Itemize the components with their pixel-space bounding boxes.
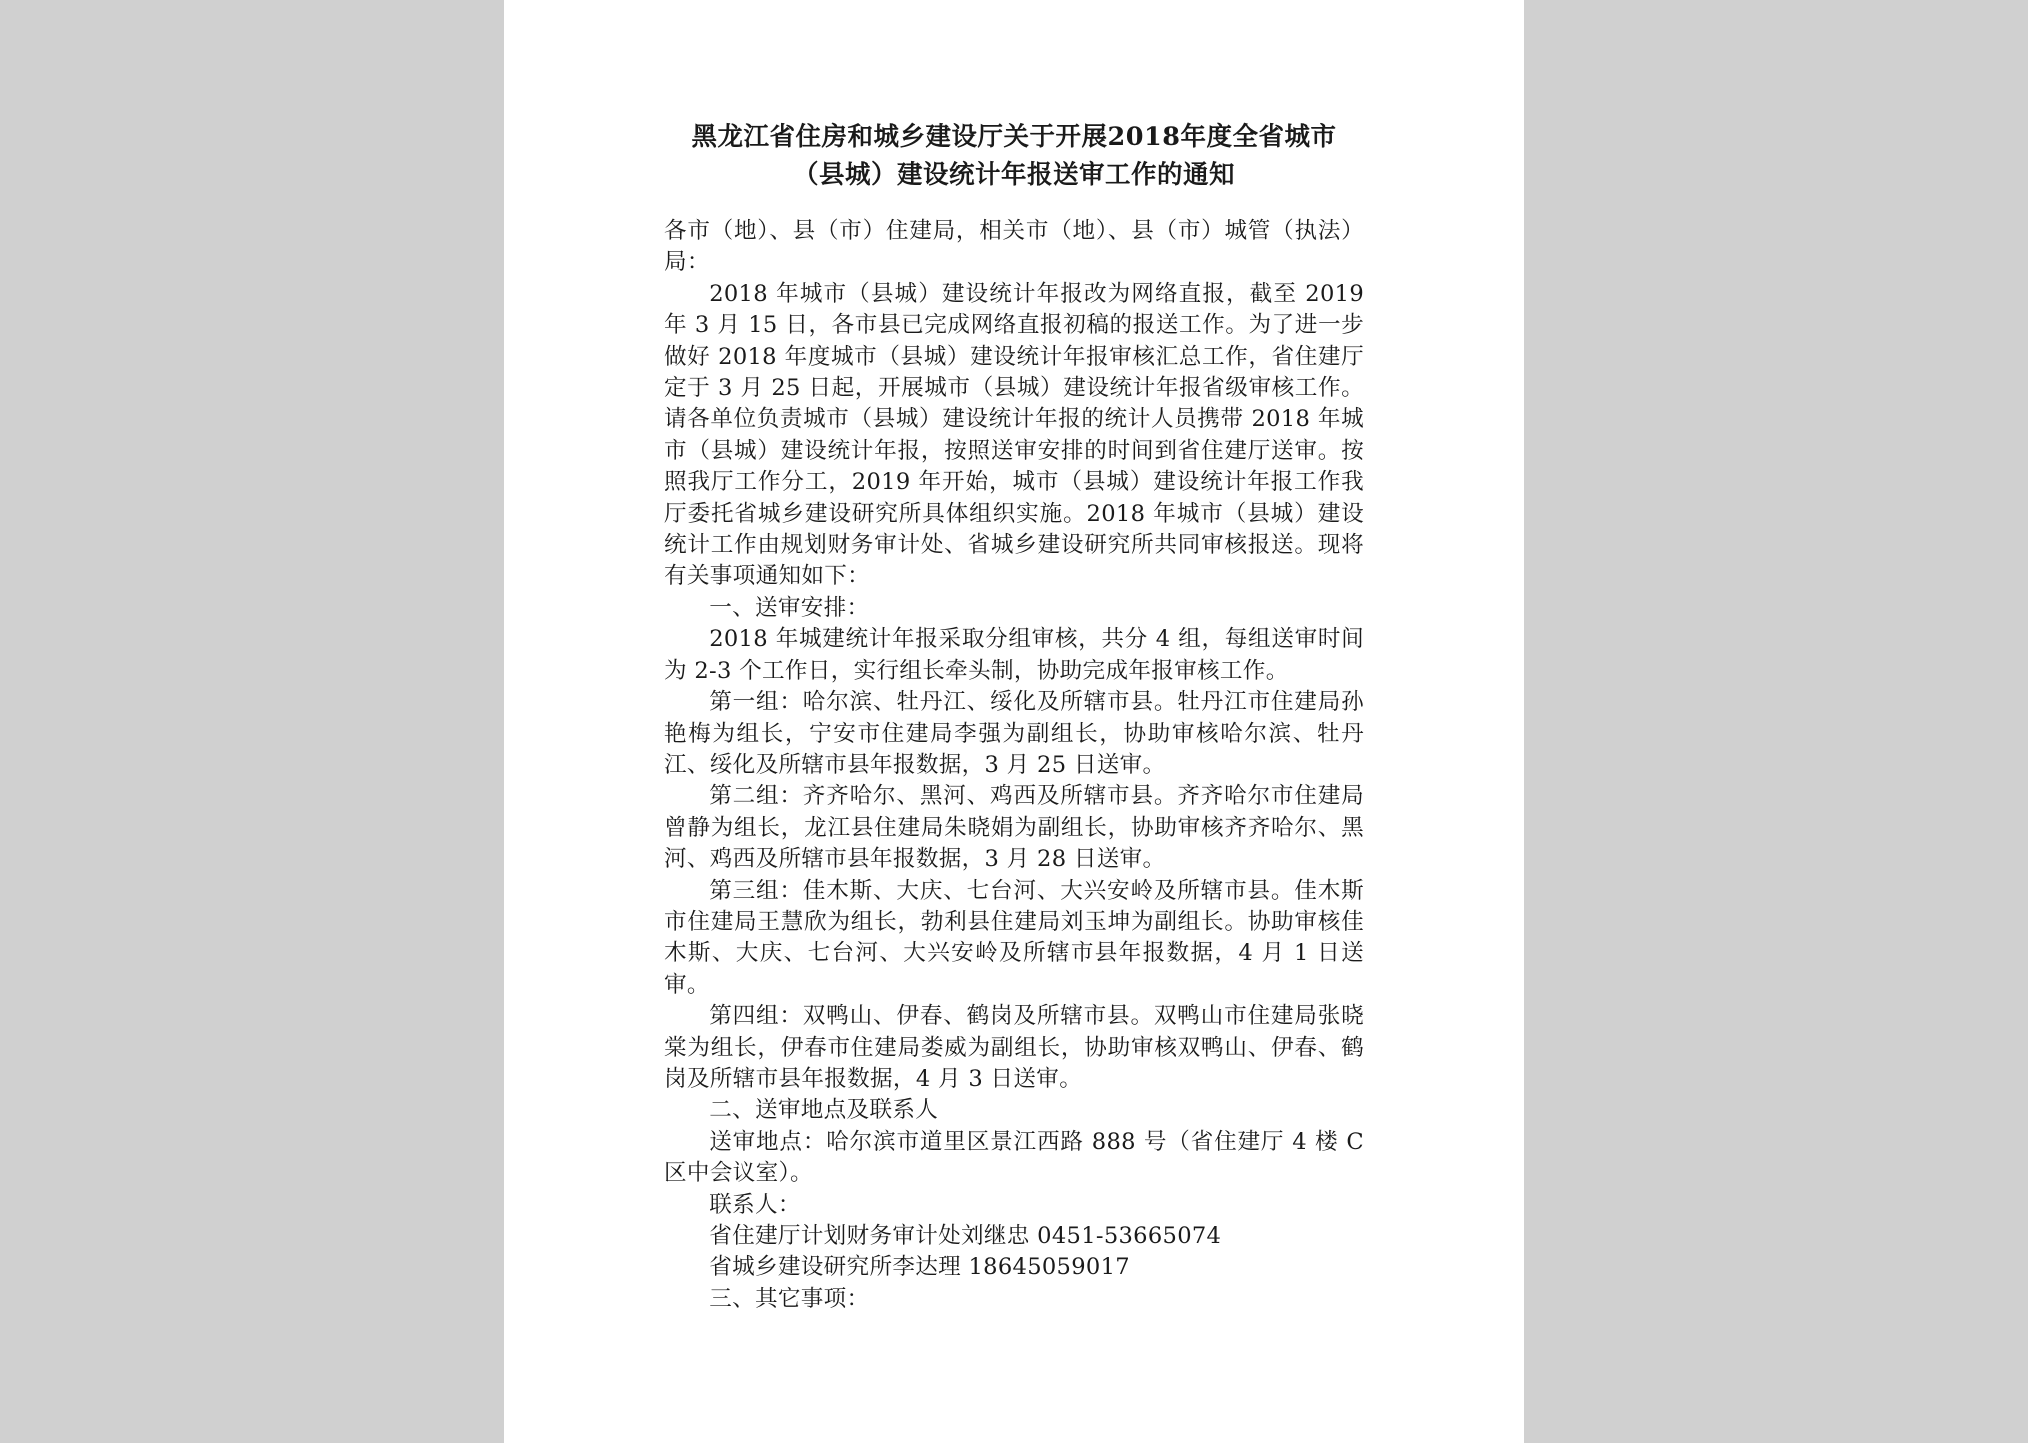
paragraph-grouping: 2018 年城建统计年报采取分组审核，共分 4 组，每组送审时间为 2-3 个工作日，实行组长牵头制，协助完成年报审核工作。 — [664, 626, 1364, 684]
paragraph-location: 送审地点：哈尔滨市道里区景江西路 888 号（省住建厅 4 楼 C 区中会议室）。 — [664, 1128, 1364, 1187]
document-page — [504, 0, 1524, 1443]
contact-2: 省城乡建设研究所李达理 18645059017 — [709, 1254, 1130, 1281]
section-heading-schedule: 一、送审安排： — [709, 594, 870, 621]
document-title — [664, 118, 1364, 194]
paragraph-intro: 2018 年城市（县城）建设统计年报改为网络直报，截至 2019 年 3 月 15 日，各市县已完成网络直报初稿的报送工作。为了进一步做好 2018 年度城市（县城）建设统计年报审核汇总工作，省住建厅定于 3 月 25 日起，开展城市（县城）建设统计年报省级审核工作。请各单位负责城市（县城）建设统计年报的统计人员携带 2018 年城市（县城）建设统计年报，按照送审安排的时间到省住建厅送审。按照我厅工作分工，2019 年开始，城市（县城）建设统计年报工作我厅委托省城乡建设研究所具体组织实施。2018 年城市（县城）建设统计工作由规划财务审计处、省城乡建设研究所共同审核报送。现将有关事项通知如下： — [664, 280, 1364, 590]
paragraph-group-4: 第四组：双鸭山、伊春、鹤岗及所辖市县。双鸭山市住建局张晓棠为组长，伊春市住建局娄威为副组长，协助审核双鸭山、伊春、鹤岗及所辖市县年报数据，4 月 3 日送审。 — [664, 1003, 1364, 1092]
paragraph-group-1: 第一组：哈尔滨、牡丹江、绥化及所辖市县。牡丹江市住建局孙艳梅为组长，宁安市住建局李强为副组长，协助审核哈尔滨、牡丹江、绥化及所辖市县年报数据，3 月 25 日送审。 — [664, 689, 1364, 778]
title-line-2: （县城）建设统计年报送审工作的通知 — [792, 160, 1235, 190]
contact-1: 省住建厅计划财务审计处刘继忠 0451-53665074 — [709, 1223, 1222, 1249]
paragraph-group-3: 第三组：佳木斯、大庆、七台河、大兴安岭及所辖市县。佳木斯市住建局王慧欣为组长，勃利县住建局刘玉坤为副组长。协助审核佳木斯、大庆、七台河、大兴安岭及所辖市县年报数据，4 月 1 日送审。 — [664, 877, 1364, 998]
paragraph-group-2: 第二组：齐齐哈尔、黑河、鸡西及所辖市县。齐齐哈尔市住建局曾静为组长，龙江县住建局朱晓娟为副组长，协助审核齐齐哈尔、黑河、鸡西及所辖市县年报数据，3 月 28 日送审。 — [664, 783, 1364, 873]
salutation: 各市（地）、县（市）住建局，相关市（地）、县（市）城管（执法）局： — [664, 218, 1364, 276]
title-line-1: 黑龙江省住房和城乡建设厅关于开展2018年度全省城市 — [691, 122, 1337, 152]
document-body — [664, 216, 1364, 1315]
section-heading-other: 三、其它事项： — [709, 1285, 870, 1312]
section-heading-location: 二、送审地点及联系人 — [709, 1097, 939, 1124]
contacts-label: 联系人： — [709, 1191, 801, 1218]
